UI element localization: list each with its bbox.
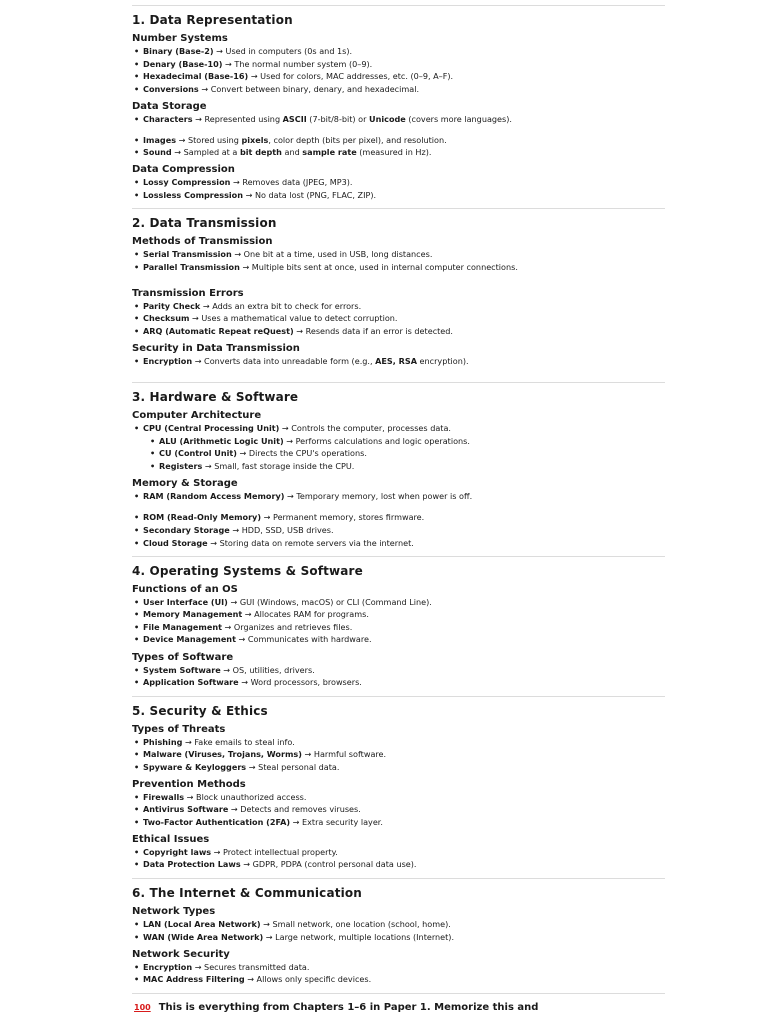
subsection-heading: Data Storage: [132, 101, 207, 112]
list-item: • Lossless Compression → No data lost (PNG, FLAC, ZIP).: [134, 190, 377, 200]
subsection-heading: Data Compression: [132, 164, 235, 175]
list-item: • CPU (Central Processing Unit) → Controls the computer, processes data.: [134, 423, 451, 433]
list-item: • Malware (Viruses, Trojans, Worms) → Harmful software.: [134, 749, 387, 759]
list-item: • Firewalls → Block unauthorized access.: [134, 792, 307, 802]
subsection-heading: Number Systems: [132, 33, 228, 44]
section-title: 5. Security & Ethics: [132, 704, 268, 718]
list-item: • RAM (Random Access Memory) → Temporary memory, lost when power is off.: [134, 491, 473, 501]
list-item: • Antivirus Software → Detects and removes viruses.: [134, 804, 361, 814]
section-divider: [132, 878, 665, 879]
section-title: 3. Hardware & Software: [132, 390, 299, 404]
list-item: • Encryption → Converts data into unreadable form (e.g., AES, RSA encryption).: [134, 356, 469, 366]
list-item: • Device Management → Communicates with hardware.: [134, 634, 372, 644]
section-divider: [132, 556, 665, 557]
subsection-heading: Computer Architecture: [132, 410, 262, 421]
subsection-heading: Network Types: [132, 906, 216, 917]
list-item: • Data Protection Laws → GDPR, PDPA (control personal data use).: [134, 859, 417, 869]
section-title: 4. Operating Systems & Software: [132, 564, 363, 578]
list-item: • Lossy Compression → Removes data (JPEG, MP3).: [134, 177, 353, 187]
list-item: • System Software → OS, utilities, drivers.: [134, 665, 315, 675]
list-item: • Phishing → Fake emails to steal info.: [134, 737, 295, 747]
subsection-heading: Types of Software: [132, 652, 234, 663]
list-item: • Spyware & Keyloggers → Steal personal data.: [134, 762, 340, 772]
footer-note: [134, 1002, 538, 1013]
list-item: • Denary (Base-10) → The normal number system (0–9).: [134, 59, 373, 69]
list-item: • Copyright laws → Protect intellectual property.: [134, 847, 338, 857]
list-item: • Parallel Transmission → Multiple bits sent at once, used in internal computer connections.: [134, 262, 518, 272]
subsection-heading: Prevention Methods: [132, 779, 246, 790]
list-item: • Application Software → Word processors, browsers.: [134, 677, 362, 687]
list-item: • Parity Check → Adds an extra bit to check for errors.: [134, 301, 362, 311]
subsection-heading: Memory & Storage: [132, 478, 238, 489]
list-item: • Hexadecimal (Base-16) → Used for colors, MAC addresses, etc. (0–9, A–F).: [134, 71, 454, 81]
hundred-points-icon: 100: [134, 1003, 151, 1012]
list-item: • Checksum → Uses a mathematical value to detect corruption.: [134, 313, 398, 323]
section-title: 2. Data Transmission: [132, 216, 277, 230]
section-divider: [132, 208, 665, 209]
list-item: • MAC Address Filtering → Allows only specific devices.: [134, 974, 372, 984]
list-item: • Serial Transmission → One bit at a time, used in USB, long distances.: [134, 249, 433, 259]
list-item: • ARQ (Automatic Repeat reQuest) → Resends data if an error is detected.: [134, 326, 454, 336]
section-divider: [132, 993, 665, 994]
subsection-heading: Methods of Transmission: [132, 236, 273, 247]
subsection-heading: Functions of an OS: [132, 584, 238, 595]
list-item: • File Management → Organizes and retrieves files.: [134, 622, 353, 632]
list-item: • ROM (Read-Only Memory) → Permanent memory, stores firmware.: [134, 512, 425, 522]
nested-list-item: • ALU (Arithmetic Logic Unit) → Performs calculations and logic operations.: [150, 436, 470, 446]
list-item: • Sound → Sampled at a bit depth and sample rate (measured in Hz).: [134, 147, 432, 157]
subsection-heading: Types of Threats: [132, 724, 226, 735]
section-divider: [132, 382, 665, 383]
list-item: • User Interface (UI) → GUI (Windows, macOS) or CLI (Command Line).: [134, 597, 432, 607]
list-item: • Two-Factor Authentication (2FA) → Extra security layer.: [134, 817, 383, 827]
list-item: • Memory Management → Allocates RAM for programs.: [134, 609, 369, 619]
list-item: • Cloud Storage → Storing data on remote servers via the internet.: [134, 538, 414, 548]
top-divider: [132, 5, 665, 6]
list-item: • Encryption → Secures transmitted data.: [134, 962, 310, 972]
section-title: 1. Data Representation: [132, 13, 293, 27]
list-item: • LAN (Local Area Network) → Small network, one location (school, home).: [134, 919, 451, 929]
subsection-heading: Security in Data Transmission: [132, 343, 300, 354]
subsection-heading: Ethical Issues: [132, 834, 210, 845]
list-item: • Conversions → Convert between binary, denary, and hexadecimal.: [134, 84, 420, 94]
list-item: • Binary (Base-2) → Used in computers (0s and 1s).: [134, 46, 353, 56]
nested-list-item: • Registers → Small, fast storage inside the CPU.: [150, 461, 355, 471]
subsection-heading: Transmission Errors: [132, 288, 244, 299]
list-item: • Secondary Storage → HDD, SSD, USB drives.: [134, 525, 334, 535]
list-item: • Characters → Represented using ASCII (7-bit/8-bit) or Unicode (covers more languages).: [134, 114, 512, 124]
list-item: • WAN (Wide Area Network) → Large network, multiple locations (Internet).: [134, 932, 455, 942]
footer-text: This is everything from Chapters 1–6 in Paper 1. Memorize this and: [158, 1002, 539, 1013]
section-title: 6. The Internet & Communication: [132, 886, 362, 900]
section-divider: [132, 696, 665, 697]
list-item: • Images → Stored using pixels, color depth (bits per pixel), and resolution.: [134, 135, 447, 145]
nested-list-item: • CU (Control Unit) → Directs the CPU's operations.: [150, 448, 367, 458]
subsection-heading: Network Security: [132, 949, 230, 960]
